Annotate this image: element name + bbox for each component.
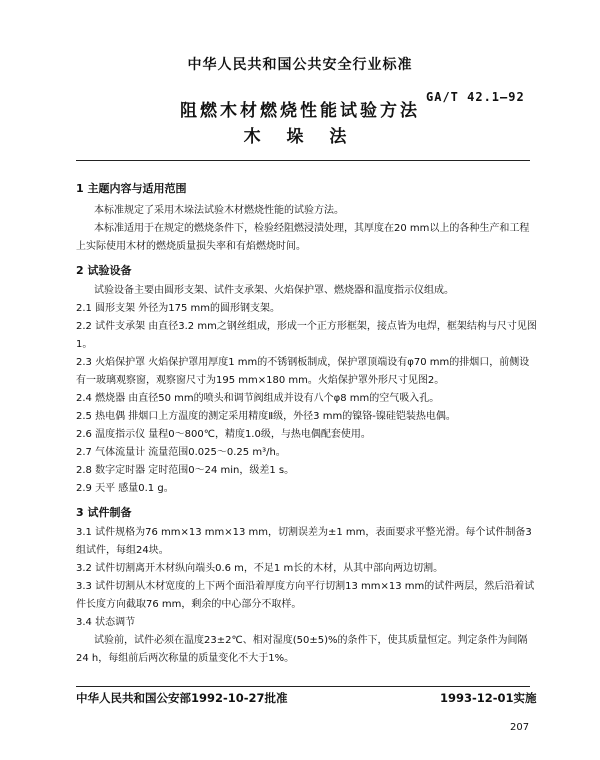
section-heading-3: 3 试件制备 bbox=[76, 506, 132, 519]
clause-2-5: 2.5 热电偶 排烟口上方温度的测定采用精度Ⅱ级，外径3 mm的镍铬-镍硅铠装热电偶。 bbox=[76, 411, 456, 422]
paragraph: 本标准适用于在规定的燃烧条件下，检验经阻燃浸渍处理，其厚度在20 mm以上的各种生产和工程上实际使用木材的燃烧质量损失率和有焰燃烧时间。 bbox=[76, 223, 530, 252]
paragraph: 本标准规定了采用木垛法试验木材燃烧性能的试验方法。 bbox=[94, 205, 344, 216]
clause-2-6: 2.6 温度指示仪 量程0～800℃，精度1.0级，与热电偶配套使用。 bbox=[76, 429, 371, 440]
clause-2-3: 2.3 火焰保护罩 火焰保护罩用厚度1 mm的不锈钢板制成，保护罩顶端设有φ70 mm的排烟口，前侧设有一玻璃观察窗，观察窗尺寸为195 mm×180 mm。火焰保护罩外形尺寸见图2。 bbox=[76, 357, 530, 386]
header-divider bbox=[76, 160, 530, 161]
clause-2-9: 2.9 天平 感量0.1 g。 bbox=[76, 483, 174, 494]
clause-3-2: 3.2 试件切割离开木材纵向端头0.6 m，不足1 m长的木材，从其中部向两边切割。 bbox=[76, 563, 444, 574]
approval-line: 中华人民共和国公安部1992-10-27批准 bbox=[76, 691, 288, 705]
clause-3-4: 3.4 状态调节 bbox=[76, 617, 136, 628]
paragraph: 试验前，试件必须在温度23±2℃、相对湿度(50±5)%的条件下，使其质量恒定。判定条件为间隔24 h，每组前后两次称量的质量变化不大于1%。 bbox=[76, 635, 528, 664]
standard-code: GA/T 42.1—92 bbox=[426, 90, 525, 104]
paragraph: 试验设备主要由圆形支架、试件支承架、火焰保护罩、燃烧器和温度指示仪组成。 bbox=[94, 285, 454, 296]
implementation-date: 1993-12-01实施 bbox=[440, 691, 537, 705]
clause-2-7: 2.7 气体流量计 流量范围0.025～0.25 m³/h。 bbox=[76, 447, 286, 458]
clause-3-3: 3.3 试件切割从木材宽度的上下两个面沿着厚度方向平行切割13 mm×13 mm的试件两层，然后沿着试件长度方向截取76 mm，剩余的中心部分不取样。 bbox=[76, 581, 535, 610]
issuing-organization: 中华人民共和国公共安全行业标准 bbox=[187, 57, 413, 73]
document-subtitle: 木 垛 法 bbox=[243, 127, 357, 147]
section-heading-2: 2 试验设备 bbox=[76, 264, 132, 277]
document-title: 阻燃木材燃烧性能试验方法 bbox=[180, 101, 420, 121]
clause-3-1: 3.1 试件规格为76 mm×13 mm×13 mm，切割误差为±1 mm，表面要求平整光滑。每个试件制备3组试件，每组24块。 bbox=[76, 527, 532, 556]
section-heading-1: 1 主题内容与适用范围 bbox=[76, 182, 187, 195]
footer-divider bbox=[76, 686, 530, 687]
clause-2-1: 2.1 圆形支架 外径为175 mm的圆形钢支架。 bbox=[76, 303, 281, 314]
page-number: 207 bbox=[510, 722, 530, 733]
clause-2-2: 2.2 试件支承架 由直径3.2 mm之钢丝组成，形成一个正方形框架，接点皆为电焊，框架结构与尺寸见图1。 bbox=[76, 321, 537, 350]
clause-2-4: 2.4 燃烧器 由直径50 mm的喷头和调节阀组成并设有八个φ8 mm的空气吸入孔。 bbox=[76, 393, 440, 404]
clause-2-8: 2.8 数字定时器 定时范围0～24 min，级差1 s。 bbox=[76, 465, 295, 476]
